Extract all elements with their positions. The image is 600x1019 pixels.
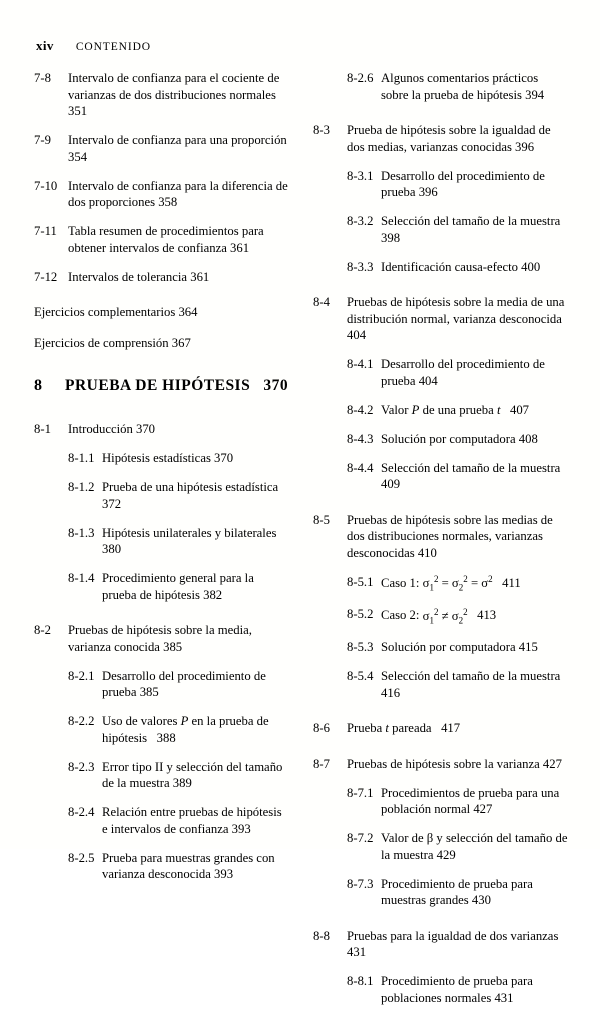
entry-text: Prueba de hipótesis sobre la igualdad de dos medias, varianzas conocidas 396 [347,123,551,154]
toc-subentry[interactable] [34,479,289,512]
entry-text: Desarrollo del procedimiento de prueba 385 [102,668,266,699]
entry-text: Intervalo de confianza para una proporción 354 [68,133,287,164]
entry-number: 8-8 [313,928,330,943]
entry-text: Error tipo II y selección del tamaño de la muestra 389 [102,759,283,790]
toc-subentry[interactable] [313,168,568,201]
toc-subentry[interactable] [34,570,289,603]
entry-text: Desarrollo del procedimiento de prueba 404 [381,357,545,388]
page-folio: xiv [36,38,54,53]
entry-text: Selección del tamaño de la muestra 409 [381,460,561,491]
toc-subentry[interactable] [313,785,568,818]
toc-subentry[interactable] [34,525,289,558]
toc-entry[interactable] [34,178,289,211]
entry-text: Hipótesis estadísticas 370 [102,451,234,465]
entry-number: 8-7.2 [347,831,374,846]
entry-number: 8-3.3 [347,259,374,274]
entry-number: 8-2.5 [68,850,95,865]
running-head-title: CONTENIDO [75,41,151,53]
entry-number: 8-1.4 [68,571,95,585]
entry-text: Procedimiento de prueba para poblaciones normales 431 [381,974,533,1005]
entry-text: Prueba t pareada 417 [347,721,461,736]
toc-entry[interactable] [34,269,289,286]
toc-subentry[interactable] [313,639,568,656]
toc-columns [34,70,568,1019]
entry-text: Prueba para muestras grandes con varianza desconocida 393 [102,850,275,881]
entry-text: Introducción 370 [68,422,156,436]
entry-number: 8-3.2 [347,214,374,228]
toc-subentry[interactable] [313,356,568,389]
toc-entry[interactable] [313,928,568,961]
entry-number: 8-1.3 [68,525,95,540]
toc-subentry[interactable] [313,606,568,626]
entry-text: Procedimientos de prueba para una población normal 427 [381,785,560,817]
entry-text: Solución por computadora 408 [381,431,538,446]
entry-text: Intervalo de confianza para el cociente de varianzas de dos distribuciones normales 351 [68,71,280,118]
toc-entry[interactable] [313,756,568,773]
entry-text: Prueba de una hipótesis estadística 372 [102,480,279,511]
entry-text: Valor de β y selección del tamaño de la muestra 429 [381,831,568,862]
toc-subentry[interactable] [313,259,568,276]
toc-subentry[interactable] [34,850,289,883]
toc-entry[interactable] [34,223,289,256]
entry-number: 8-4.2 [347,402,374,417]
entry-text: Solución por computadora 415 [381,640,538,655]
entry-text: Relación entre pruebas de hipótesis e intervalos de confianza 393 [102,805,282,836]
entry-number: 8-1 [34,422,51,436]
entry-number: 7-9 [34,133,51,147]
entry-text: Hipótesis unilaterales y bilaterales 380 [102,525,277,556]
entry-number: 8-5.2 [347,607,374,622]
toc-entry[interactable] [313,512,568,562]
entry-number: 8-2.4 [68,805,95,819]
entry-text: Caso 1: $\sigma_1^2 = \sigma_2^2 = \sigma^2$ 411 [381,573,521,593]
toc-subentry[interactable] [34,450,289,467]
toc-entry[interactable] [34,421,289,438]
toc-entry[interactable] [313,294,568,344]
entry-text: Caso 2: $\sigma_1^2 \ne \sigma_2^2$ 413 [381,606,497,626]
toc-entry[interactable] [34,622,289,655]
toc-entry[interactable] [34,132,289,165]
chapter-page: 370 [263,377,289,394]
toc-right-column [313,70,568,1019]
entry-text: Pruebas de hipótesis sobre la media, varianza conocida 385 [68,623,252,654]
entry-number: 8-1.2 [68,480,95,494]
toc-subentry[interactable] [313,70,568,103]
entry-text: Identificación causa-efecto 400 [381,259,541,274]
toc-subentry[interactable] [313,574,568,594]
entry-number: 7-11 [34,224,57,238]
running-head [36,38,151,54]
chapter-title-text: PRUEBA DE HIPÓTESIS [65,377,251,394]
entry-number: 8-5 [313,512,330,527]
entry-number: 8-6 [313,721,330,736]
entry-number: 8-3.1 [347,168,374,183]
entry-number: 7-10 [34,178,58,193]
entry-number: 8-7.3 [347,876,374,891]
toc-subentry[interactable] [313,402,568,419]
toc-entry[interactable] [34,70,289,120]
entry-text: Pruebas de hipótesis sobre las medias de dos distribuciones normales, varianzas desconocidas 410 [347,512,553,560]
chapter-title [65,377,288,395]
toc-left-column [34,70,289,1019]
toc-subentry[interactable] [313,876,568,909]
entry-number: 8-7.1 [347,785,374,800]
toc-subentry[interactable] [313,830,568,863]
entry-text: Intervalo de confianza para la diferencia de dos proporciones 358 [68,178,288,209]
entry-text: Selección del tamaño de la muestra 416 [381,669,561,700]
entry-number: 8-8.1 [347,974,374,989]
entry-number: 8-5.1 [347,574,374,589]
toc-subentry[interactable] [313,213,568,246]
entry-number: 8-2.3 [68,759,95,774]
entry-number: 8-4.3 [347,431,374,446]
entry-number: 8-1.1 [68,451,95,465]
toc-entry-exercises[interactable]: Ejercicios complementarios 364 [34,305,198,319]
entry-number: 7-12 [34,269,58,284]
entry-number: 8-2.1 [68,668,95,683]
entry-text: Procedimiento general para la prueba de hipótesis 382 [102,571,254,602]
entry-number: 8-2 [34,623,51,637]
entry-number: 8-4 [313,295,330,309]
toc-subentry[interactable] [313,668,568,701]
entry-text: Selección del tamaño de la muestra 398 [381,214,561,245]
entry-number: 7-8 [34,71,51,85]
toc-subentry[interactable] [313,431,568,448]
entry-number: 8-4.1 [347,357,374,371]
toc-subentry[interactable] [34,759,289,792]
entry-number: 8-5.3 [347,640,374,655]
toc-entry-comprehension[interactable]: Ejercicios de comprensión 367 [34,335,191,350]
toc-entry[interactable] [313,720,568,737]
entry-text: Pruebas de hipótesis sobre la varianza 427 [347,756,562,771]
entry-text: Tabla resumen de procedimientos para obtener intervalos de confianza 361 [68,224,264,255]
entry-text: Algunos comentarios prácticos sobre la prueba de hipótesis 394 [381,71,545,102]
entry-text: Pruebas para la igualdad de dos varianzas 431 [347,928,559,960]
chapter-number: 8 [34,377,42,394]
toc-subentry[interactable] [34,804,289,837]
toc-subentry[interactable] [313,460,568,493]
entry-number: 8-4.4 [347,460,374,475]
toc-subentry[interactable] [34,668,289,701]
entry-text: Pruebas de hipótesis sobre la media de una distribución normal, varianza desconocida 404 [347,295,565,342]
toc-subentry[interactable] [313,973,568,1006]
entry-number: 8-5.4 [347,669,374,684]
entry-text: Procedimiento de prueba para muestras grandes 430 [381,876,533,908]
entry-number: 8-2.2 [68,714,95,728]
entry-text: Desarrollo del procedimiento de prueba 396 [381,168,545,199]
entry-text: Intervalos de tolerancia 361 [68,269,210,284]
toc-entry[interactable] [313,122,568,155]
entry-text: Uso de valores P en la prueba de hipótesis 388 [102,714,269,745]
toc-subentry[interactable] [34,713,289,746]
entry-number: 8-3 [313,123,330,137]
entry-number: 8-7 [313,756,330,771]
chapter-heading[interactable] [34,377,289,395]
entry-number: 8-2.6 [347,71,374,85]
entry-text: Valor P de una prueba t 407 [381,402,530,417]
